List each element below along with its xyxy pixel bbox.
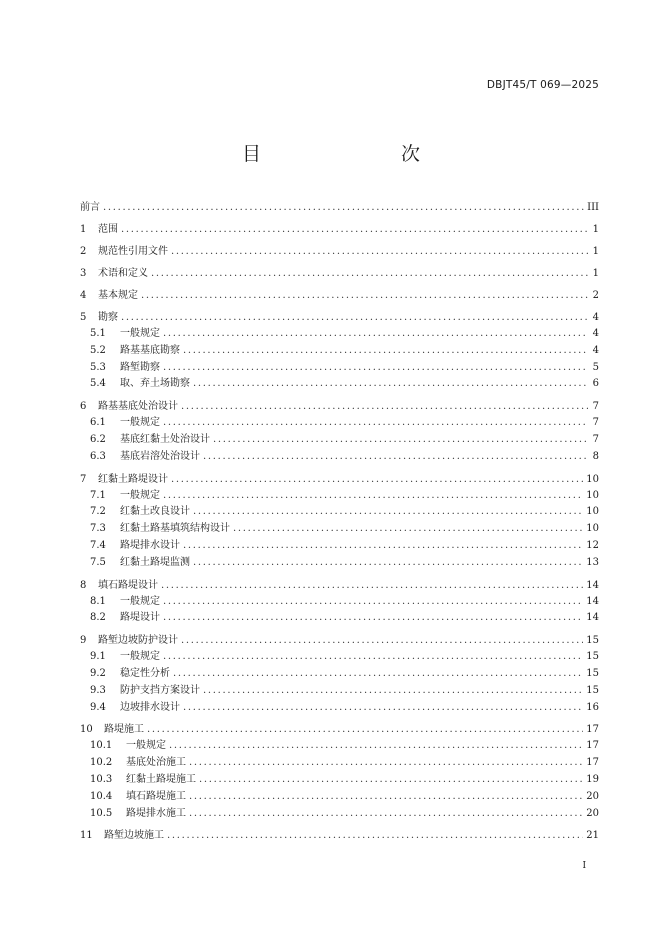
toc-entry-page: 4 xyxy=(592,312,599,323)
toc-chapter-entry[interactable] xyxy=(80,632,599,649)
toc-section-entry[interactable] xyxy=(80,738,599,755)
toc-dot-leader xyxy=(173,666,583,683)
toc-entry-title: 路堑边坡施工 xyxy=(104,830,164,842)
toc-dot-leader xyxy=(183,700,583,717)
toc-dot-leader xyxy=(169,738,583,755)
toc-entry-title: 一般规定 xyxy=(120,595,160,607)
toc-chapter-entry[interactable] xyxy=(80,471,599,488)
toc-dot-leader xyxy=(181,632,583,649)
toc-entry-number: 9.1 xyxy=(90,651,106,663)
toc-entry-number: 10.1 xyxy=(90,740,113,752)
toc-section-entry[interactable] xyxy=(80,683,599,700)
toc-entry-number: 9.3 xyxy=(90,684,106,696)
toc-entry-page: 10 xyxy=(586,523,599,535)
toc-entry-page: 15 xyxy=(586,651,599,663)
toc-entry-title: 基本规定 xyxy=(98,290,138,301)
toc-entry-title: 基底岩溶处治设计 xyxy=(120,450,200,462)
toc-section-entry[interactable] xyxy=(80,666,599,683)
toc-entry-page: 10 xyxy=(586,506,599,518)
toc-dot-leader xyxy=(121,221,588,238)
toc-entry-page: 13 xyxy=(586,556,599,568)
toc-entry-page: 4 xyxy=(592,344,599,356)
toc-entry-number: 7.2 xyxy=(90,506,106,518)
toc-entry-title: 基底红黏土处治设计 xyxy=(120,433,210,445)
toc-entry-title: 红黏土路堤施工 xyxy=(126,773,196,785)
toc-chapter-entry[interactable] xyxy=(80,398,599,415)
toc-dot-leader xyxy=(199,772,583,789)
toc-section-entry[interactable] xyxy=(80,343,599,360)
toc-entry-title: 路堤设计 xyxy=(120,612,160,624)
toc-dot-leader xyxy=(161,577,583,594)
toc-entry-number: 7 xyxy=(80,473,87,485)
toc-entry-title: 路堤排水施工 xyxy=(126,807,186,819)
toc-entry-title: 路堑边坡防护设计 xyxy=(98,635,178,647)
toc-entry-title: 防护支挡方案设计 xyxy=(120,684,200,696)
toc-entry-title: 一般规定 xyxy=(120,417,160,429)
toc-entry-number: 5.1 xyxy=(90,328,106,339)
toc-dot-leader xyxy=(141,287,588,304)
toc-dot-leader xyxy=(121,309,588,326)
toc-chapter-entry[interactable] xyxy=(80,309,599,326)
toc-entry-title: 红黏土路堤设计 xyxy=(98,473,168,485)
toc-entry-number: 8 xyxy=(80,579,87,591)
toc-dot-leader xyxy=(171,243,588,260)
toc-entry-page: 1 xyxy=(592,268,599,279)
toc-section-entry[interactable] xyxy=(80,806,599,823)
toc-entry-page: 15 xyxy=(586,684,599,696)
toc-entry-number: 5.3 xyxy=(90,361,106,373)
toc-entry-page: 10 xyxy=(586,489,599,501)
toc-entry-title: 填石路堤设计 xyxy=(98,579,158,591)
toc-entry-number: 8.2 xyxy=(90,612,106,624)
toc-entry-number: 6.3 xyxy=(90,450,106,462)
toc-entry-title: 边坡排水设计 xyxy=(120,701,180,713)
toc-entry-title: 规范性引用文件 xyxy=(98,246,168,257)
toc-chapter-entry[interactable] xyxy=(80,721,599,738)
toc-dot-leader xyxy=(163,610,583,627)
toc-section-entry[interactable] xyxy=(80,755,599,772)
toc-section-entry[interactable] xyxy=(80,376,599,393)
standard-code: DBJT45/T 069—2025 xyxy=(486,79,599,91)
toc-entry-page: 15 xyxy=(586,635,599,647)
toc-entry-page: 10 xyxy=(586,473,599,485)
toc-entry-number: 6.1 xyxy=(90,417,106,429)
toc-dot-leader xyxy=(167,827,583,844)
toc-section-entry[interactable] xyxy=(80,594,599,611)
toc-dot-leader xyxy=(213,432,588,449)
toc-entry-title: 路基基底处治设计 xyxy=(98,401,178,413)
toc-entry-number: 10 xyxy=(80,724,93,736)
toc-chapter-entry[interactable] xyxy=(80,199,599,216)
toc-entry-page: 7 xyxy=(592,401,599,413)
toc-entry-title: 路堤排水设计 xyxy=(120,539,180,551)
toc-entry-number: 10.5 xyxy=(90,807,113,819)
toc-dot-leader xyxy=(189,806,583,823)
toc-entry-number: 9.4 xyxy=(90,701,106,713)
toc-dot-leader xyxy=(147,721,583,738)
toc-dot-leader xyxy=(163,360,588,377)
toc-dot-leader xyxy=(163,488,583,505)
toc-entry-title: 取、弃土场勘察 xyxy=(120,378,190,390)
toc-entry-title: 一般规定 xyxy=(120,651,160,663)
toc-entry-title: 一般规定 xyxy=(120,489,160,501)
toc-section-entry[interactable] xyxy=(80,488,599,505)
toc-entry-title: 勘察 xyxy=(98,312,118,323)
toc-entry-title: 前言 xyxy=(80,202,100,213)
toc-dot-leader xyxy=(203,449,588,466)
toc-entry-page: 4 xyxy=(592,328,599,339)
toc-section-entry[interactable] xyxy=(80,772,599,789)
page-title: 目 次 xyxy=(241,143,454,165)
toc-entry-number: 10.2 xyxy=(90,757,113,769)
toc-section-entry[interactable] xyxy=(80,326,599,343)
toc-entry-number: 11 xyxy=(80,830,93,842)
toc-entry-page: 20 xyxy=(586,790,599,802)
toc-entry-number: 7.3 xyxy=(90,523,106,535)
toc-section-entry[interactable] xyxy=(80,555,599,572)
toc-section-entry[interactable] xyxy=(80,789,599,806)
toc-section-entry[interactable] xyxy=(80,432,599,449)
toc-dot-leader xyxy=(183,343,588,360)
toc-entry-page: 14 xyxy=(586,612,599,624)
toc-entry-page: 14 xyxy=(586,579,599,591)
toc-entry-number: 5.2 xyxy=(90,344,106,356)
toc-entry-number: 9.2 xyxy=(90,667,106,679)
toc-entry-title: 路基基底勘察 xyxy=(120,344,180,356)
toc-chapter-entry[interactable] xyxy=(80,577,599,594)
toc-entry-title: 红黏土路基填筑结构设计 xyxy=(120,523,230,535)
toc-section-entry[interactable] xyxy=(80,649,599,666)
table-of-contents xyxy=(80,199,599,844)
toc-entry-number: 10.4 xyxy=(90,790,113,802)
toc-entry-title: 路堤施工 xyxy=(104,724,144,736)
toc-entry-title: 范围 xyxy=(98,224,118,235)
toc-section-entry[interactable] xyxy=(80,360,599,377)
toc-dot-leader xyxy=(163,594,583,611)
toc-entry-page: 17 xyxy=(586,740,599,752)
toc-entry-number: 7.5 xyxy=(90,556,106,568)
toc-entry-page: 21 xyxy=(586,830,599,842)
toc-dot-leader xyxy=(181,398,588,415)
toc-dot-leader xyxy=(183,538,583,555)
toc-entry-page: 14 xyxy=(586,595,599,607)
toc-entry-title: 红黏土路堤监测 xyxy=(120,556,190,568)
toc-entry-title: 基底处治施工 xyxy=(126,757,186,769)
toc-entry-number: 2 xyxy=(80,246,87,257)
toc-chapter-entry[interactable] xyxy=(80,827,599,844)
toc-entry-number: 6 xyxy=(80,401,87,413)
toc-entry-title: 一般规定 xyxy=(126,740,166,752)
toc-dot-leader xyxy=(151,265,588,282)
toc-section-entry[interactable] xyxy=(80,538,599,555)
toc-dot-leader xyxy=(233,521,583,538)
toc-dot-leader xyxy=(189,789,583,806)
toc-entry-number: 8.1 xyxy=(90,595,106,607)
toc-dot-leader xyxy=(193,504,583,521)
toc-entry-page: 5 xyxy=(592,361,599,373)
toc-section-entry[interactable] xyxy=(80,504,599,521)
toc-entry-page: 2 xyxy=(592,290,599,301)
toc-entry-number: 7.4 xyxy=(90,539,106,551)
toc-entry-page: 7 xyxy=(592,417,599,429)
toc-dot-leader xyxy=(171,471,583,488)
toc-entry-page: 17 xyxy=(586,757,599,769)
toc-dot-leader xyxy=(163,649,583,666)
toc-entry-page: 20 xyxy=(586,807,599,819)
toc-section-entry[interactable] xyxy=(80,610,599,627)
toc-section-entry[interactable] xyxy=(80,449,599,466)
toc-entry-page: 19 xyxy=(586,773,599,785)
toc-entry-title: 填石路堤施工 xyxy=(126,790,186,802)
toc-entry-number: 6.2 xyxy=(90,433,106,445)
toc-entry-page: 12 xyxy=(586,539,599,551)
toc-entry-page: 1 xyxy=(592,246,599,257)
toc-section-entry[interactable] xyxy=(80,700,599,717)
toc-dot-leader xyxy=(103,199,584,216)
toc-section-entry[interactable] xyxy=(80,521,599,538)
toc-entry-title: 路堑勘察 xyxy=(120,361,160,373)
toc-entry-number: 10.3 xyxy=(90,773,113,785)
toc-section-entry[interactable] xyxy=(80,415,599,432)
toc-entry-title: 术语和定义 xyxy=(98,268,148,279)
page-number: I xyxy=(582,861,586,871)
toc-entry-page: 15 xyxy=(586,667,599,679)
toc-chapter-entry[interactable] xyxy=(80,287,599,304)
toc-entry-number: 5.4 xyxy=(90,378,106,390)
toc-entry-page: 17 xyxy=(586,724,599,736)
toc-dot-leader xyxy=(163,326,588,343)
toc-chapter-entry[interactable] xyxy=(80,221,599,238)
toc-entry-page: 8 xyxy=(592,450,599,462)
toc-dot-leader xyxy=(193,376,588,393)
toc-entry-page: 6 xyxy=(592,378,599,390)
toc-dot-leader xyxy=(203,683,583,700)
toc-entry-number: 7.1 xyxy=(90,489,106,501)
toc-entry-page: 7 xyxy=(592,433,599,445)
toc-entry-number: 1 xyxy=(80,224,87,235)
toc-dot-leader xyxy=(193,555,583,572)
toc-dot-leader xyxy=(163,415,588,432)
toc-chapter-entry[interactable] xyxy=(80,243,599,260)
toc-entry-title: 稳定性分析 xyxy=(120,667,170,679)
toc-entry-number: 9 xyxy=(80,635,87,647)
toc-entry-page: III xyxy=(587,202,599,213)
toc-entry-title: 红黏土改良设计 xyxy=(120,506,190,518)
toc-entry-page: 16 xyxy=(586,701,599,713)
toc-entry-number: 3 xyxy=(80,268,87,279)
toc-entry-page: 1 xyxy=(592,224,599,235)
toc-entry-title: 一般规定 xyxy=(120,328,160,339)
toc-chapter-entry[interactable] xyxy=(80,265,599,282)
toc-entry-number: 5 xyxy=(80,312,87,323)
toc-entry-number: 4 xyxy=(80,290,87,301)
toc-dot-leader xyxy=(189,755,583,772)
